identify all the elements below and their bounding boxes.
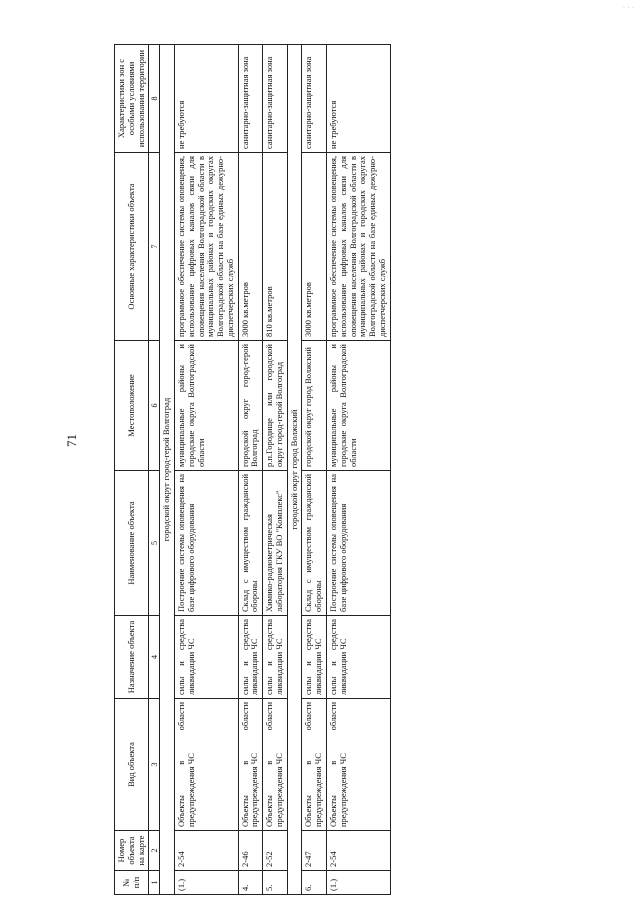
cell-characteristics: 810 кв.метров bbox=[263, 153, 288, 341]
table-row bbox=[175, 45, 239, 895]
header-cell: Характеристики зон с особыми условиями использования территории bbox=[115, 45, 149, 153]
header-cell: Наименование объекта bbox=[115, 471, 149, 616]
column-number-row bbox=[149, 45, 160, 895]
section-row bbox=[287, 45, 302, 895]
header-cell: Вид объекта bbox=[115, 699, 149, 831]
header-cell: № п/п bbox=[115, 871, 149, 895]
column-number: 1 bbox=[149, 871, 160, 895]
cell-characteristics: 3000 кв.метров bbox=[302, 153, 327, 341]
cell-location: городской округ город Волжский bbox=[302, 341, 327, 471]
cell-name: Построение системы оповещения на базе цифрового оборудования bbox=[327, 471, 391, 616]
table-row bbox=[238, 45, 263, 895]
table-row bbox=[263, 45, 288, 895]
cell-map-no: 2-47 bbox=[302, 831, 327, 871]
cell-kind: Объекты в области предупреждения ЧС bbox=[263, 699, 288, 831]
cell-name: Склад с имуществом гражданской обороны bbox=[302, 471, 327, 616]
cell-characteristics: 3000 кв.метров bbox=[238, 153, 263, 341]
cell-location: муниципальные районы и городские округа Волгоградской области bbox=[327, 341, 391, 471]
cell-name: Склад с имуществом гражданской обороны bbox=[238, 471, 263, 616]
cell-num: 4. bbox=[238, 871, 263, 895]
cell-name: Химико-радиометрическая лаборатория ГКУ ВО "Комплекс" bbox=[263, 471, 288, 616]
table-row bbox=[302, 45, 327, 895]
cell-purpose: силы и средства ликвидации ЧС bbox=[238, 616, 263, 699]
cell-location: р.п.Городище или городской округ город-герой Волгоград bbox=[263, 341, 288, 471]
cell-num: (1.) bbox=[327, 871, 391, 895]
column-number: 2 bbox=[149, 831, 160, 871]
cell-map-no: 2-46 bbox=[238, 831, 263, 871]
cell-zones: не требуются bbox=[175, 45, 239, 153]
cell-characteristics: программное обеспечение системы оповещения, использование цифровых каналов связи для оповещения населения Волгоградской области в муниципальных районах и городских округах Волгоградской области на базе единых дежурно-диспетчерских служб bbox=[327, 153, 391, 341]
corner-mark: · · · bbox=[622, 4, 634, 12]
page-number: 71 bbox=[64, 434, 79, 447]
cell-zones: не требуются bbox=[327, 45, 391, 153]
cell-map-no: 2-52 bbox=[263, 831, 288, 871]
cell-num: (1.) bbox=[175, 871, 239, 895]
column-number: 4 bbox=[149, 616, 160, 699]
cell-num: 6. bbox=[302, 871, 327, 895]
cell-location: муниципальные районы и городские округа Волгоградской области bbox=[175, 341, 239, 471]
rotated-table-container bbox=[114, 45, 636, 895]
header-cell: Номер объекта на карте bbox=[115, 831, 149, 871]
cell-map-no: 2-54 bbox=[327, 831, 391, 871]
cell-kind: Объекты в области предупреждения ЧС bbox=[175, 699, 239, 831]
cell-kind: Объекты в области предупреждения ЧС bbox=[238, 699, 263, 831]
cell-purpose: силы и средства ликвидации ЧС bbox=[263, 616, 288, 699]
cell-purpose: силы и средства ликвидации ЧС bbox=[327, 616, 391, 699]
header-cell: Местоположение bbox=[115, 341, 149, 471]
table-row bbox=[327, 45, 391, 895]
cell-purpose: силы и средства ликвидации ЧС bbox=[302, 616, 327, 699]
section-row bbox=[160, 45, 175, 895]
cell-purpose: силы и средства ликвидации ЧС bbox=[175, 616, 239, 699]
header-cell: Основные характеристики объекта bbox=[115, 153, 149, 341]
cell-kind: Объекты в области предупреждения ЧС bbox=[327, 699, 391, 831]
objects-table bbox=[114, 44, 391, 895]
cell-location: городской округ город-герой Волгоград bbox=[238, 341, 263, 471]
cell-characteristics: программное обеспечение системы оповещения, использование цифровых каналов связи для оповещения населения Волгоградской области в муниципальных районах и городских округах Волгоградской области на базе единых дежурно-диспетчерских служб bbox=[175, 153, 239, 341]
section-title: городской округ город-герой Волгоград bbox=[160, 45, 175, 895]
cell-zones: санитарно-защитная зона bbox=[263, 45, 288, 153]
cell-num: 5. bbox=[263, 871, 288, 895]
column-number: 7 bbox=[149, 153, 160, 341]
cell-map-no: 2-54 bbox=[175, 831, 239, 871]
cell-zones: санитарно-защитная зона bbox=[302, 45, 327, 153]
cell-kind: Объекты в области предупреждения ЧС bbox=[302, 699, 327, 831]
column-number: 8 bbox=[149, 45, 160, 153]
column-number: 5 bbox=[149, 471, 160, 616]
header-cell: Назначение объекта bbox=[115, 616, 149, 699]
cell-zones: санитарно-защитная зона bbox=[238, 45, 263, 153]
header-row bbox=[115, 45, 149, 895]
cell-name: Построение системы оповещения на базе цифрового оборудования bbox=[175, 471, 239, 616]
column-number: 6 bbox=[149, 341, 160, 471]
column-number: 3 bbox=[149, 699, 160, 831]
section-title: городской округ город Волжский bbox=[287, 45, 302, 895]
